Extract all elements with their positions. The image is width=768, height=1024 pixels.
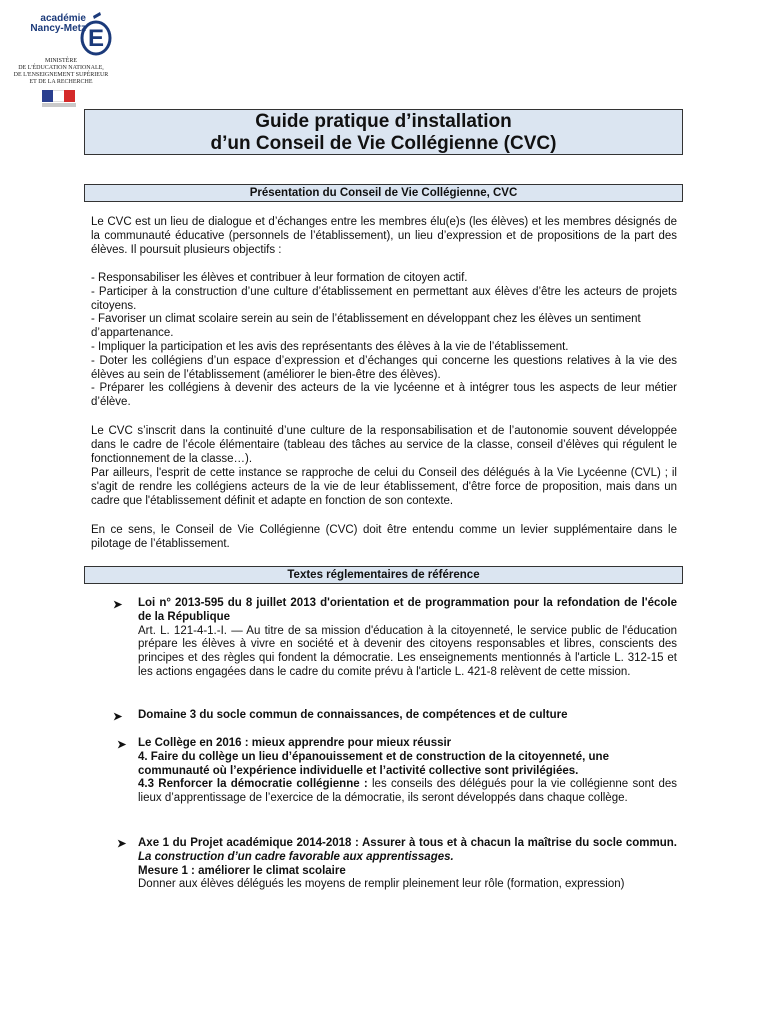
section-presentation-heading: Présentation du Conseil de Vie Collégienne, CVC — [84, 184, 683, 202]
projet-title: Axe 1 du Projet académique 2014-2018 : Assurer à tous et à chacun la maîtrise du socle commun. — [138, 837, 677, 849]
document-title — [84, 109, 683, 155]
title-line1: Guide pratique d’installation — [255, 111, 512, 132]
title-line2: d’un Conseil de Vie Collégienne (CVC) — [210, 133, 557, 154]
college-sub: 4. Faire du collège un lieu d’épanouissement et de construction de la citoyenneté, une communauté où l’expérience individuelle et l’activité collective sont privilégiées. — [138, 750, 609, 777]
ministere-line4: ET DE LA RECHERCHE — [29, 79, 93, 85]
academie-e-logo-icon — [76, 12, 112, 56]
objective-item: - Doter les collégiens d’un espace d’expression et d’échanges qui concerne les questions relatives à la vie des élèves au sein de l’établissement (améliorer le bien-être des élèves). — [91, 354, 677, 381]
ministere-text — [6, 58, 116, 86]
bullet-arrow-icon: ➤ — [117, 739, 127, 751]
paragraph-cvl: Par ailleurs, l'esprit de cette instance se rapproche de celui du Conseil des délégués à la Vie Lycéenne (CVL) ; il s'agit de rendre les collégiens acteurs de la vie de leur établissement, d'être force de proposition, mais dans un cadre que l'établissement définit et adapte en fonction de son contexte. — [91, 467, 677, 507]
objective-item: - Préparer les collégiens à devenir des acteurs de la vie lycéenne et à intégrer tous les aspects de leur métier d’élève. — [91, 382, 677, 409]
ministere-line1: MINISTÈRE — [45, 58, 77, 64]
academie-line2: Nancy-Metz — [30, 23, 86, 34]
section-textes-heading: Textes réglementaires de référence — [84, 566, 683, 584]
bullet-arrow-icon: ➤ — [117, 838, 127, 850]
flag-caption — [42, 103, 76, 107]
projet-italic: La construction d’un cadre favorable aux apprentissages. — [138, 850, 454, 863]
projet-body: Donner aux élèves délégués les moyens de remplir pleinement leur rôle (formation, expression) — [138, 878, 625, 891]
objective-item: - Favoriser un climat scolaire serein au sein de l’établissement en développant chez les élèves un sentiment d’appartenance. — [91, 313, 641, 340]
projet-mesure: Mesure 1 : améliorer le climat scolaire — [138, 864, 346, 877]
marianne-flag-icon — [42, 90, 76, 108]
socle-title: Domaine 3 du socle commun de connaissances, de compétences et de culture — [138, 709, 568, 721]
reference-socle-commun — [138, 709, 677, 723]
intro-paragraph: Le CVC est un lieu de dialogue et d’échanges entre les membres élu(e)s (les élèves) et les membres désignés de la communauté éducative (personnels de l’établissement), un lieu d’expression et de propositions de la part des élèves. Il poursuit plusieurs objectifs : — [91, 216, 677, 256]
academie-line1: académie — [40, 13, 86, 24]
objective-item: - Responsabiliser les élèves et contribuer à leur formation de citoyen actif. — [91, 272, 468, 284]
loi-title: Loi n° 2013-595 du 8 juillet 2013 d'orientation et de programmation pour la refondation de l'école de la République — [138, 597, 677, 623]
ministere-line2: DE L'ÉDUCATION NATIONALE, — [18, 65, 104, 71]
flag-blue — [42, 90, 53, 102]
loi-body: Art. L. 121-4-1.-I. — Au titre de sa mission d'éducation à la citoyenneté, le service public de l'éducation prépare les élèves à vivre en société et à devenir des citoyens responsables et libres, conscients des principes et des règles qui fondent la démocratie. Les enseignements mentionnés à l'article L. 312-15 et les actions engagées dans le cadre du comite prévu à l'article L. 421-8 relèvent de cette mission. — [138, 624, 677, 678]
reference-loi-2013 — [138, 597, 677, 680]
reference-college-2016 — [138, 737, 677, 806]
college-body: les conseils des délégués pour la vie collégienne sont des lieux d’apprentissage de l’exercice de la démocratie, ils seront développés dans chaque collège. — [138, 778, 678, 805]
svg-text:E: E — [87, 25, 105, 52]
objective-item: - Impliquer la participation et les avis des représentants des élèves à la vie de l’établissement. — [91, 340, 569, 353]
paragraph-levier: En ce sens, le Conseil de Vie Collégienne (CVC) doit être entendu comme un levier supplémentaire dans le pilotage de l’établissement. — [91, 524, 677, 550]
flag-red — [64, 90, 75, 102]
objectives-list — [91, 272, 677, 410]
objective-item: - Participer à la construction d’une culture d’établissement en permettant aux élèves d’être les acteurs de projets citoyens. — [91, 285, 677, 312]
reference-projet-academique — [138, 837, 677, 892]
college-num: 4.3 — [138, 778, 154, 791]
bullet-arrow-icon: ➤ — [113, 599, 123, 611]
flag-white — [53, 90, 64, 102]
college-title: Le Collège en 2016 : mieux apprendre pour mieux réussir — [138, 737, 452, 749]
paragraph-continuity: Le CVC s’inscrit dans la continuité d’une culture de la responsabilisation et de l’autonomie souvent développée dans le cadre de l’école élémentaire (tableau des tâches au service de la classe, conseil d’élèves qui régulent le fonctionnement de la classe…). — [91, 425, 677, 465]
college-bold: Renforcer la démocratie collégienne : — [158, 778, 368, 791]
bullet-arrow-icon: ➤ — [113, 711, 123, 723]
ministere-line3: DE L'ENSEIGNEMENT SUPÉRIEUR — [13, 72, 109, 78]
